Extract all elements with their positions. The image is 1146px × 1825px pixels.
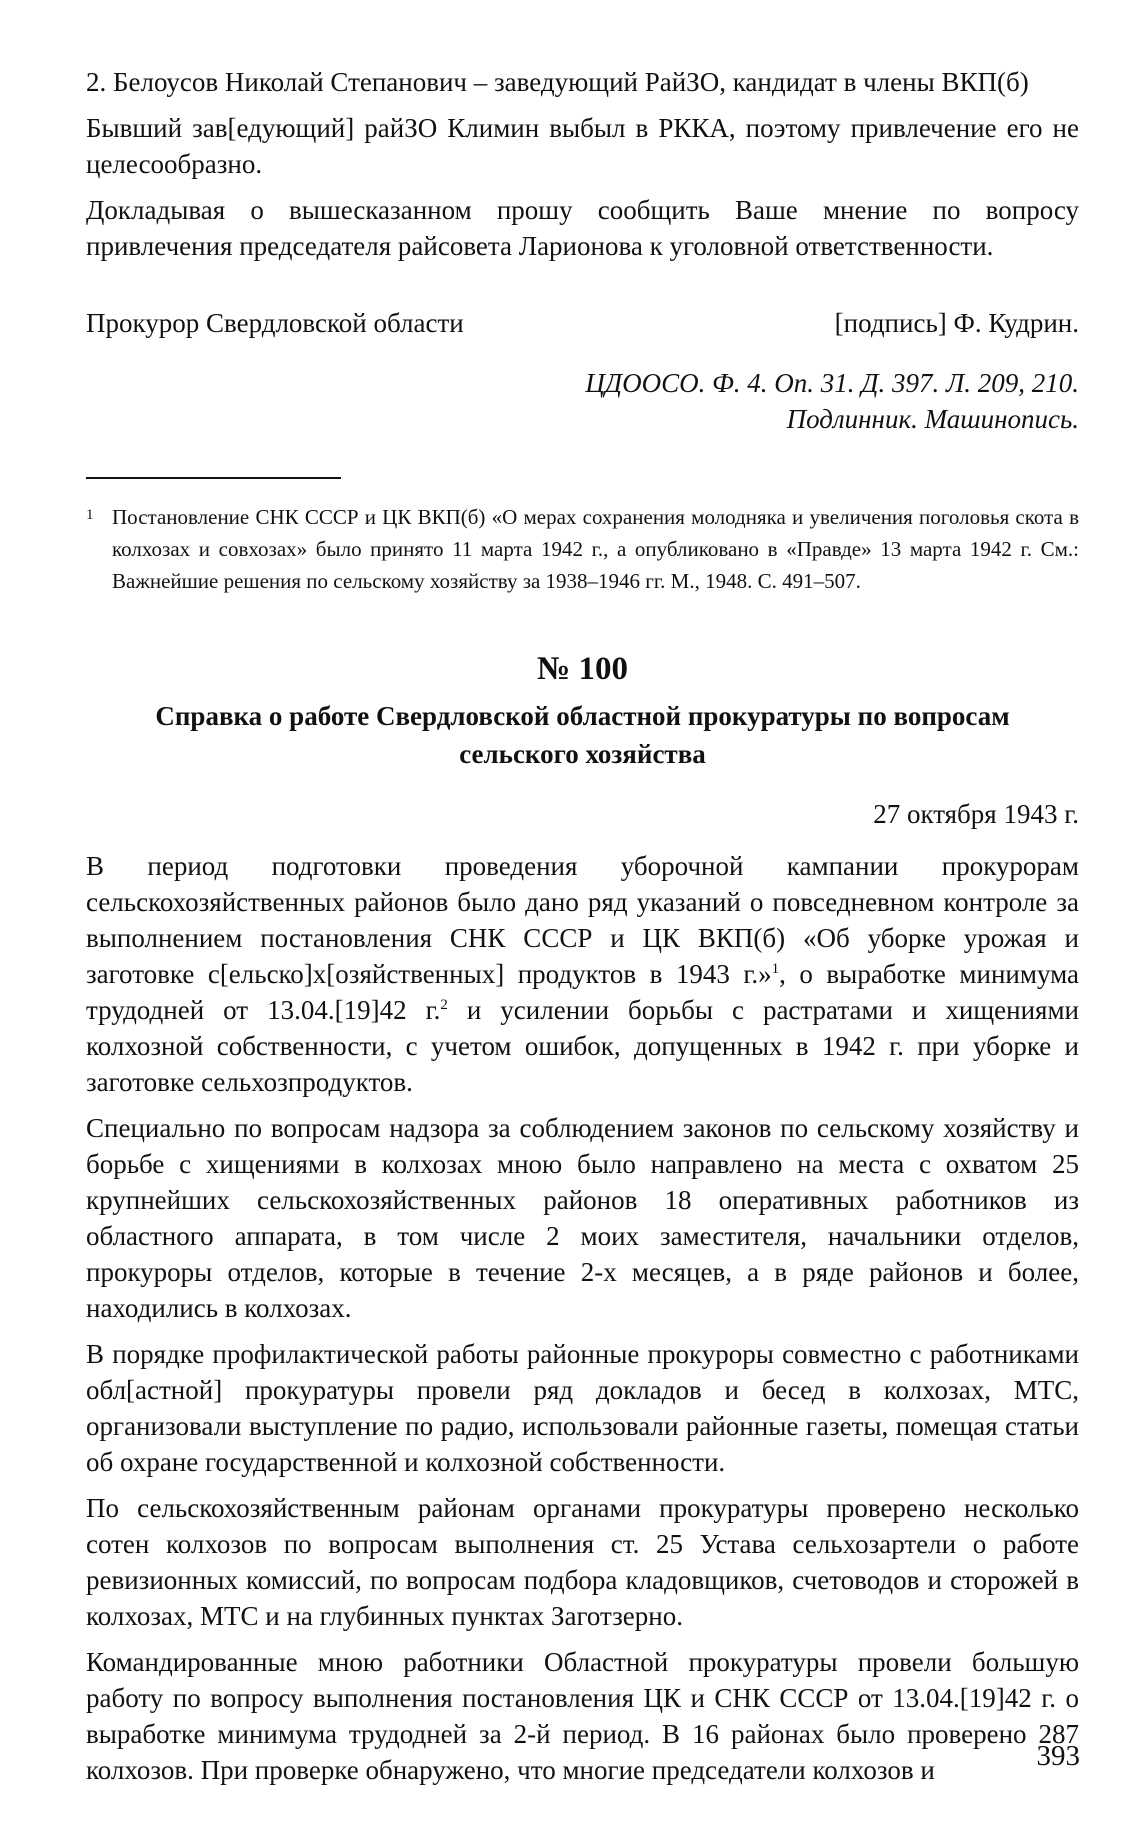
paragraph — [86, 848, 1079, 1100]
archive-line: Подлинник. Машинопись. — [786, 404, 1079, 434]
document-title-line: Справка о работе Свердловской областной прокуратуры по вопросам — [155, 701, 1010, 731]
footnote-ref: 1 — [771, 961, 780, 977]
footnote-text: Постановление СНК СССР и ЦК ВКП(б) «О мерах сохранения молодняка и увеличения поголовья скота в колхозах и совхозах» было принято 11 марта 1942 г., а опубликовано в «Правде» 13 марта 1942 г. См.: Важнейшие решения по сельскому хозяйству за 1938–1946 гг. М., 1948. С. 491–507. — [112, 505, 1079, 593]
footnote-mark: 1 — [86, 507, 94, 523]
signature-block — [86, 308, 1079, 339]
document-title-line: сельского хозяйства — [459, 739, 706, 769]
paragraph: Докладывая о вышесказанном прошу сообщить Ваше мнение по вопросу привлечения председателя райсовета Ларионова к уголовной ответственности. — [86, 195, 1079, 261]
document-number: № 100 — [537, 651, 628, 687]
document-title — [86, 697, 1079, 773]
paragraph: По сельскохозяйственным районам органами прокуратуры проверено несколько сотен колхозов по вопросам выполнения ст. 25 Устава сельхозартели о работе ревизионных комиссий, по вопросам подбора кладовщиков, счетоводов и сторожей в колхозах, МТС и на глубинных пунктах Заготзерно. — [86, 1493, 1079, 1631]
signature-position: Прокурор Свердловской области — [86, 308, 464, 338]
footnote-ref: 2 — [440, 997, 448, 1013]
paragraph-text: В период подготовки проведения уборочной кампании прокурорам сельскохозяйственных районов было дано ряд указаний о повседневном контроле за выполнением постановления СНК СССР и ЦК ВКП(б) «Об уборке урожая и заготовке с[ельско]х[озяйственных] продуктов в 1943 г.» — [86, 851, 1079, 989]
archive-line: ЦДООСО. Ф. 4. Оп. 31. Д. 397. Л. 209, 210. — [585, 368, 1079, 398]
paragraph: Командированные мною работники Областной прокуратуры провели большую работу по вопросу выполнения постановления ЦК и СНК СССР от 13.04.[19]42 г. о выработке минимума трудодней за 2-й период. В 16 районах было проверено 287 колхозов. При проверке обнаружено, что многие председатели колхозов и — [86, 1647, 1079, 1785]
paragraph: В порядке профилактической работы районные прокуроры совместно с работниками обл[астной] прокуратуры провели ряд докладов и бесед в колхозах, МТС, организовали выступление по радио, использовали районные газеты, помещая статьи об охране государственной и колхозной собственности. — [86, 1339, 1079, 1477]
footnote-divider — [86, 477, 341, 479]
paragraph-text: и усилении борьбы с растратами и хищениями колхозной собственности, с учетом ошибок, допущенных в 1942 г. при уборке и заготовке сельхозпродуктов. — [86, 995, 1080, 1097]
page-content — [86, 64, 1079, 1788]
item-2: 2. Белоусов Николай Степанович – заведующий РайЗО, кандидат в члены ВКП(б) — [86, 67, 1029, 97]
page-number: 393 — [1036, 1740, 1080, 1772]
archive-reference — [86, 365, 1079, 437]
footnote — [86, 501, 1079, 597]
paragraph: Специально по вопросам надзора за соблюдением законов по сельскому хозяйству и борьбе с хищениями в колхозах мною было направлено на места с охватом 25 крупнейших сельскохозяйственных районов 18 оперативных работников из областного аппарата, в том числе 2 моих заместителя, начальники отделов, прокуроры отделов, которые в течение 2-х месяцев, а в ряде районов и более, находились в колхозах. — [86, 1113, 1079, 1323]
paragraph: Бывший зав[едующий] райЗО Климин выбыл в РККА, поэтому привлечение его не целесообразно. — [86, 113, 1079, 179]
paragraph-text: , о выработке минимума трудодней от 13.04.[19]42 г. — [86, 959, 1079, 1025]
document-date: 27 октября 1943 г. — [873, 799, 1079, 829]
signature-name: [подпись] Ф. Кудрин. — [834, 308, 1079, 338]
